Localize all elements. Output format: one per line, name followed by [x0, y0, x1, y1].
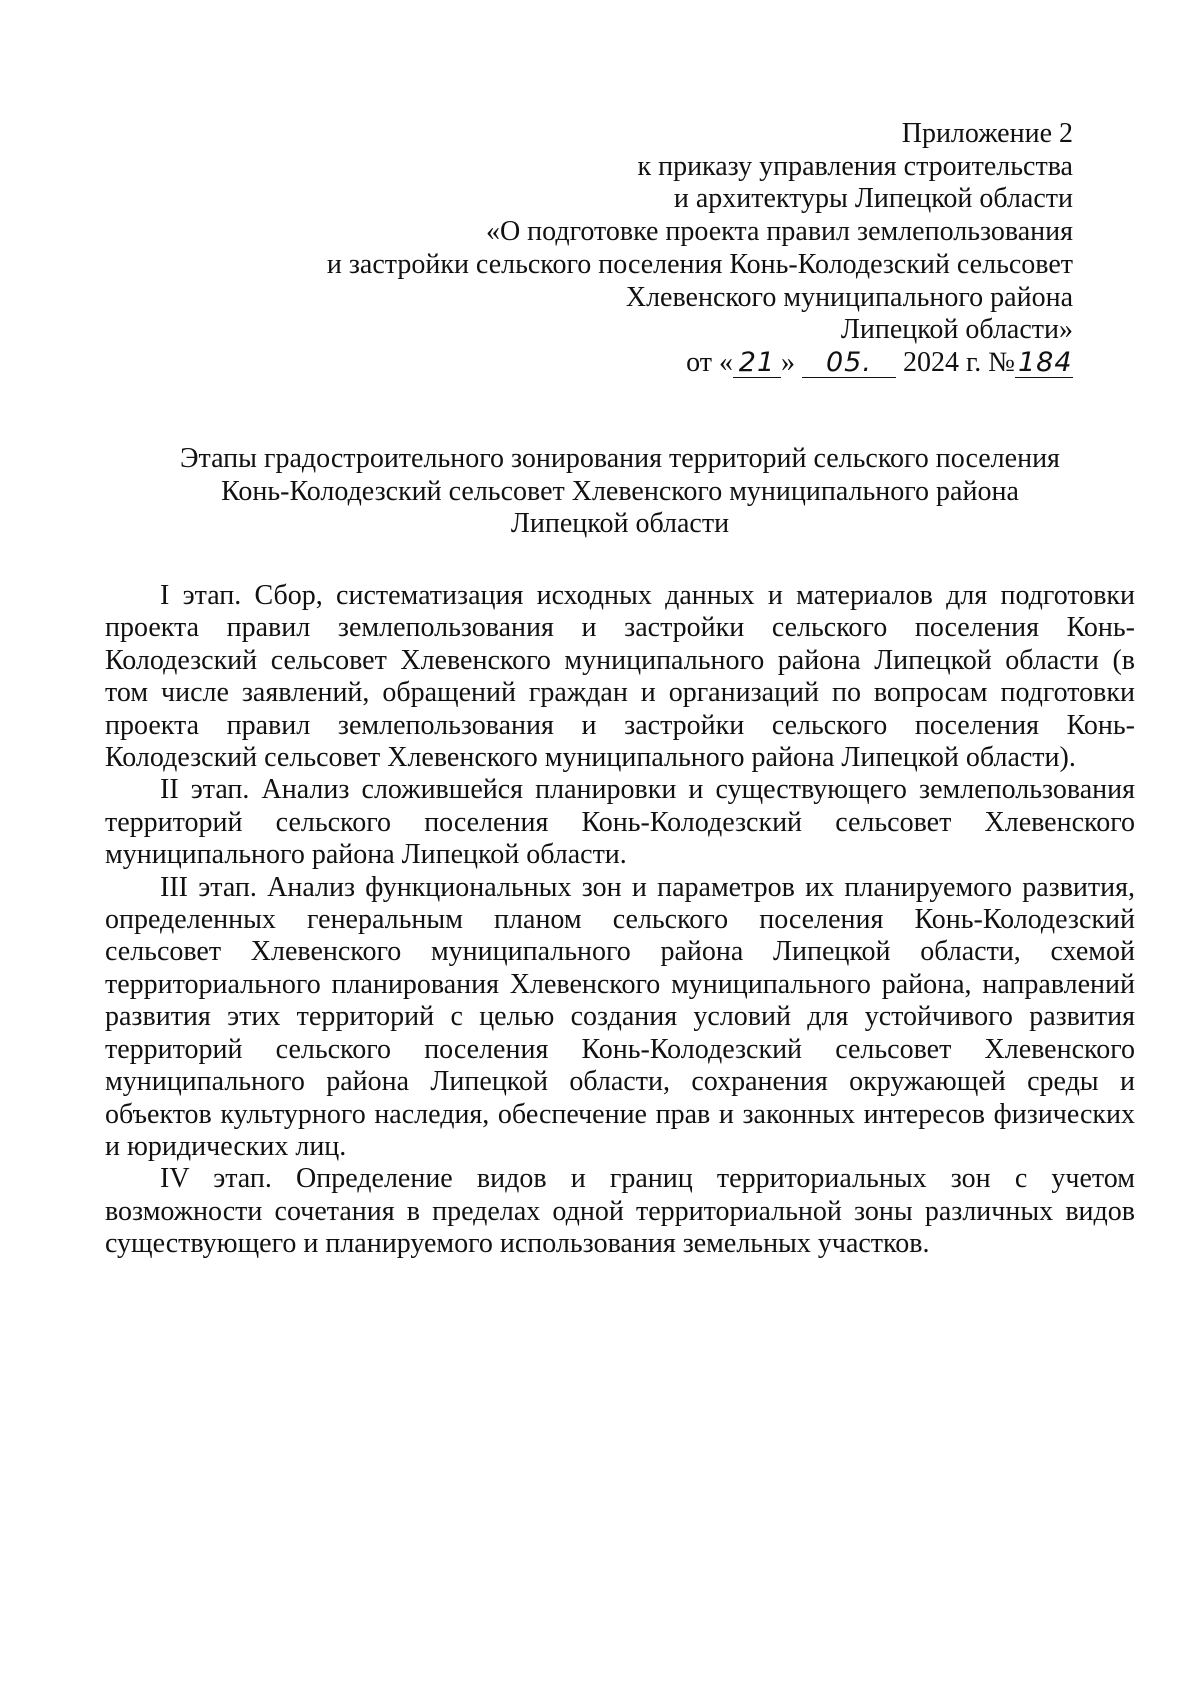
- date-prefix: от «: [686, 346, 733, 378]
- appendix-header: [253, 118, 1073, 380]
- handwritten-order-number: 184: [1015, 349, 1073, 378]
- handwritten-day: 21: [733, 349, 781, 378]
- title-line: Липецкой области: [510, 508, 730, 539]
- document-title: [100, 443, 1140, 541]
- stage-paragraph: III этап. Анализ функциональных зон и параметров их планируемого развития, определенных генеральным планом сельского поселения Конь-Колодезский сельсовет Хлевенского муниципального района Липецкой области, схемой территориального планирования Хлевенского муниципального района, направлений развития этих территорий с целью создания условий для устойчивого развития территорий сельского поселения Конь-Колодезский сельсовет Хлевенского муниципального района Липецкой области, сохранения окружающей среды и объектов культурного наследия, обеспечение прав и законных интересов физических и юридических лиц.: [105, 871, 1135, 1162]
- title-line: Этапы градостроительного зонирования территорий сельского поселения: [180, 443, 1060, 474]
- stage-paragraph: II этап. Анализ сложившейся планировки и существующего землепользования территорий сельского поселения Конь-Колодезский сельсовет Хлевенского муниципального района Липецкой области.: [105, 774, 1135, 871]
- handwritten-month: 05.: [802, 349, 896, 378]
- appendix-line: к приказу управления строительства: [637, 150, 1073, 182]
- date-year-text: 2024 г. №: [902, 346, 1015, 378]
- title-line: Конь-Колодезский сельсовет Хлевенского муниципального района: [221, 475, 1019, 507]
- stages-body: [105, 580, 1135, 1261]
- date-close-quote: »: [780, 346, 795, 378]
- appendix-line: и архитектуры Липецкой области: [673, 183, 1073, 215]
- stage-paragraph: IV этап. Определение видов и границ территориальных зон с учетом возможности сочетания в пределах одной территориальной зоны различных видов существующего и планируемого использования земельных участков.: [105, 1163, 1135, 1260]
- order-date-line: [253, 347, 1073, 380]
- stage-paragraph: I этап. Сбор, систематизация исходных данных и материалов для подготовки проекта правил землепользования и застройки сельского поселения Конь-Колодезский сельсовет Хлевенского муниципального района Липецкой области (в том числе заявлений, обращений граждан и организаций по вопросам подготовки проекта правил землепользования и застройки сельского поселения Конь-Колодезский сельсовет Хлевенского муниципального района Липецкой области).: [105, 580, 1135, 774]
- appendix-line: Липецкой области»: [840, 314, 1073, 346]
- appendix-line: «О подготовке проекта правил землепользования: [485, 216, 1073, 248]
- appendix-line: Приложение 2: [901, 118, 1073, 149]
- appendix-line: и застройки сельского поселения Конь-Колодезский сельсовет: [326, 248, 1073, 280]
- appendix-line: Хлевенского муниципального района: [625, 281, 1073, 313]
